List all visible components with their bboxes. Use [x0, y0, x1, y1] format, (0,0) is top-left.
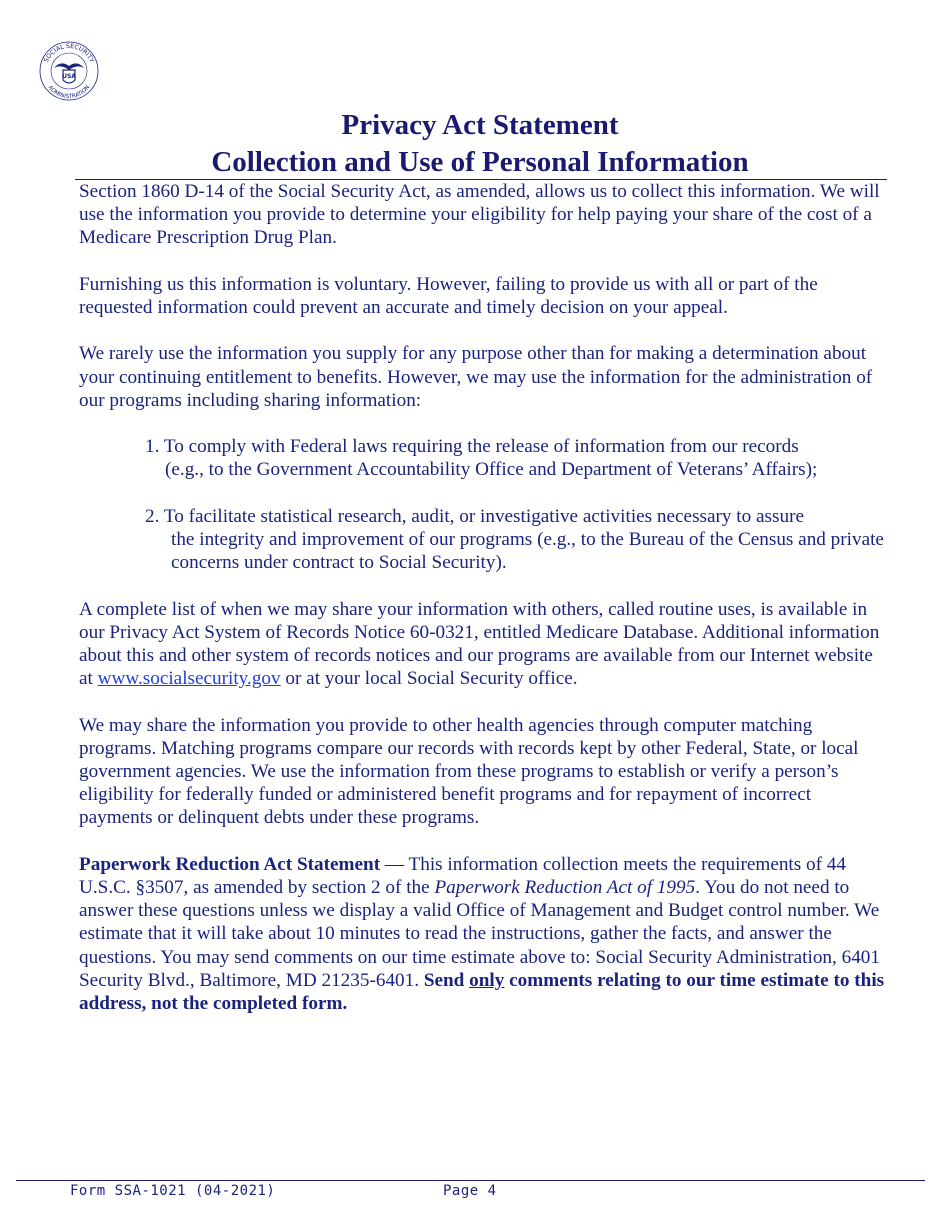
page-number: Page 4 [443, 1183, 497, 1199]
paragraph-voluntary: Furnishing us this information is voluntary. However, failing to provide us with all or part of the requested information could prevent an accurate and timely decision on your appeal. [79, 273, 818, 318]
paragraph-matching: We may share the information you provide to other health agencies through computer matching programs. Matching programs compare our records with records kept by other Federal, State, or local government agencies. We use the information from these programs to establish or verify a person’s eligibility for federally funded or administered benefit programs and for repayment of incorrect payments or delinquent debts under these programs. [79, 714, 859, 829]
list-item: 2. To facilitate statistical research, audit, or investigative activities necessary to assure the integrity and improvement of our programs (e.g., to the Bureau of the Census and private concerns under contract to Social Security). [145, 505, 884, 574]
paragraph-uses: We rarely use the information you supply for any purpose other than for making a determination about your continuing entitlement to benefits. However, we may use the information for the administration of our programs including sharing information: [79, 343, 873, 411]
list-item: 1. To comply with Federal laws requiring the release of information from our records (e.g., to the Government Accountability Office and Department of Veterans’ Affairs); [145, 436, 818, 481]
page-title: Privacy Act Statement [341, 109, 619, 141]
document-body [79, 180, 889, 1038]
svg-text:SOCIAL SECURITY: SOCIAL SECURITY [42, 42, 96, 64]
paperwork-reduction-statement: Paperwork Reduction Act Statement — This information collection meets the requirements of 44 U.S.C. §3507, as amended by section 2 of the Paperwork Reduction Act of 1995. You do not need to answer these questions unless we display a valid Office of Management and Budget control number. We estimate that it will take about 10 minutes to read the instructions, gather the facts, and answer the questions. You may send comments on our time estimate above to: Social Security Administration, 6401 Security Blvd., Baltimore, MD 21235-6401. Send only comments relating to our time estimate to this address, not the completed form. [79, 853, 885, 1014]
prs-heading: Paperwork Reduction Act Statement [79, 853, 381, 875]
paragraph-routine-uses: A complete list of when we may share your information with others, called routine uses, is available in our Privacy Act System of Records Notice 60-0321, entitled Medicare Database. Additional information about this and other system of records notices and our programs are available from our Internet website at www.socialsecurity.gov or at your local Social Security office. [79, 598, 880, 690]
footer-divider [16, 1180, 925, 1181]
svg-text:USA: USA [62, 73, 76, 80]
ssa-logo [38, 40, 100, 102]
page-subtitle: Collection and Use of Personal Information [211, 146, 749, 178]
ssa-website-link[interactable]: www.socialsecurity.gov [97, 668, 281, 690]
form-number: Form SSA-1021 (04-2021) [70, 1183, 276, 1199]
paragraph-authority: Section 1860 D-14 of the Social Security Act, as amended, allows us to collect this information. We will use the information you provide to determine your eligibility for help paying your share of the cost of a Medicare Prescription Drug Plan. [79, 181, 880, 249]
svg-text:ADMINISTRATION: ADMINISTRATION [46, 84, 92, 101]
sharing-list [79, 435, 889, 574]
